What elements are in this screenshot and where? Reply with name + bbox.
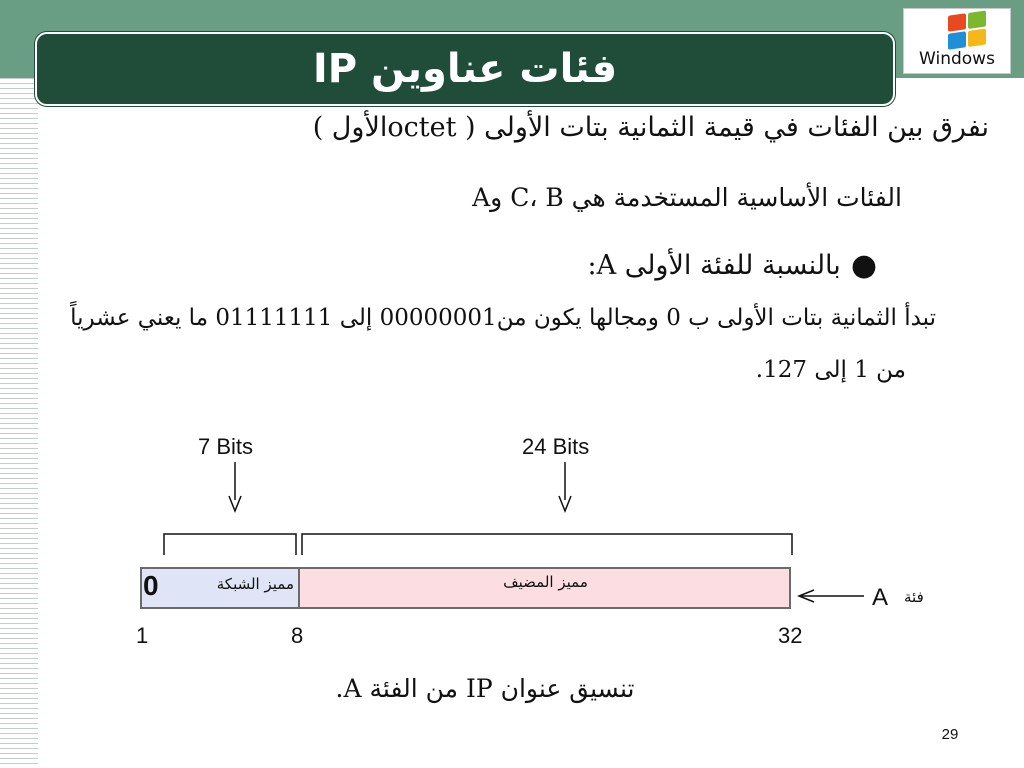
logo-text: Windows bbox=[919, 49, 995, 69]
bracket-host bbox=[302, 534, 792, 555]
class-letter: A bbox=[872, 584, 889, 611]
host-id-label: مميز المضيف bbox=[503, 573, 588, 591]
label-24-bits: 24 Bits bbox=[522, 434, 590, 459]
bracket-network bbox=[164, 534, 296, 555]
class-a-heading-text: بالنسبة للفئة الأولى A: bbox=[587, 250, 841, 281]
bullet-icon: ● bbox=[850, 248, 877, 283]
bit-position-32: 32 bbox=[778, 623, 803, 648]
decimal-range-line: من 1 إلى 127. bbox=[755, 357, 906, 383]
classes-line: الفئات الأساسية المستخدمة هي C، B وA bbox=[472, 183, 902, 212]
bit-position-1: 1 bbox=[136, 623, 149, 648]
bit-position-8: 8 bbox=[291, 623, 304, 648]
class-word: فئة bbox=[904, 588, 924, 606]
windows-flag-icon bbox=[948, 10, 988, 52]
arrow-class-head bbox=[799, 590, 814, 602]
network-id-label: مميز الشبكة bbox=[216, 575, 294, 593]
side-stripes bbox=[0, 78, 38, 768]
page-number: 29 bbox=[941, 726, 959, 743]
slide-title: فئات عناوين IP bbox=[312, 46, 618, 92]
label-7-bits: 7 Bits bbox=[198, 434, 254, 459]
leading-zero-bit: 0 bbox=[143, 570, 159, 601]
arrow-7bits-head bbox=[229, 496, 241, 511]
range-line: تبدأ الثمانية بتات الأولى ب 0 ومجالها يكون من00000001 إلى 01111111 ما يعني عشرياً bbox=[70, 305, 936, 331]
arrow-24bits-head bbox=[559, 496, 571, 511]
diagram-caption: تنسيق عنوان IP من الفئة A. bbox=[335, 674, 635, 703]
windows-logo bbox=[903, 8, 1011, 74]
intro-line: نفرق بين الفئات في قيمة الثمانية بتات الأولى ( octetالأول ) bbox=[312, 112, 989, 143]
class-a-heading bbox=[588, 248, 878, 283]
title-box bbox=[35, 32, 895, 106]
